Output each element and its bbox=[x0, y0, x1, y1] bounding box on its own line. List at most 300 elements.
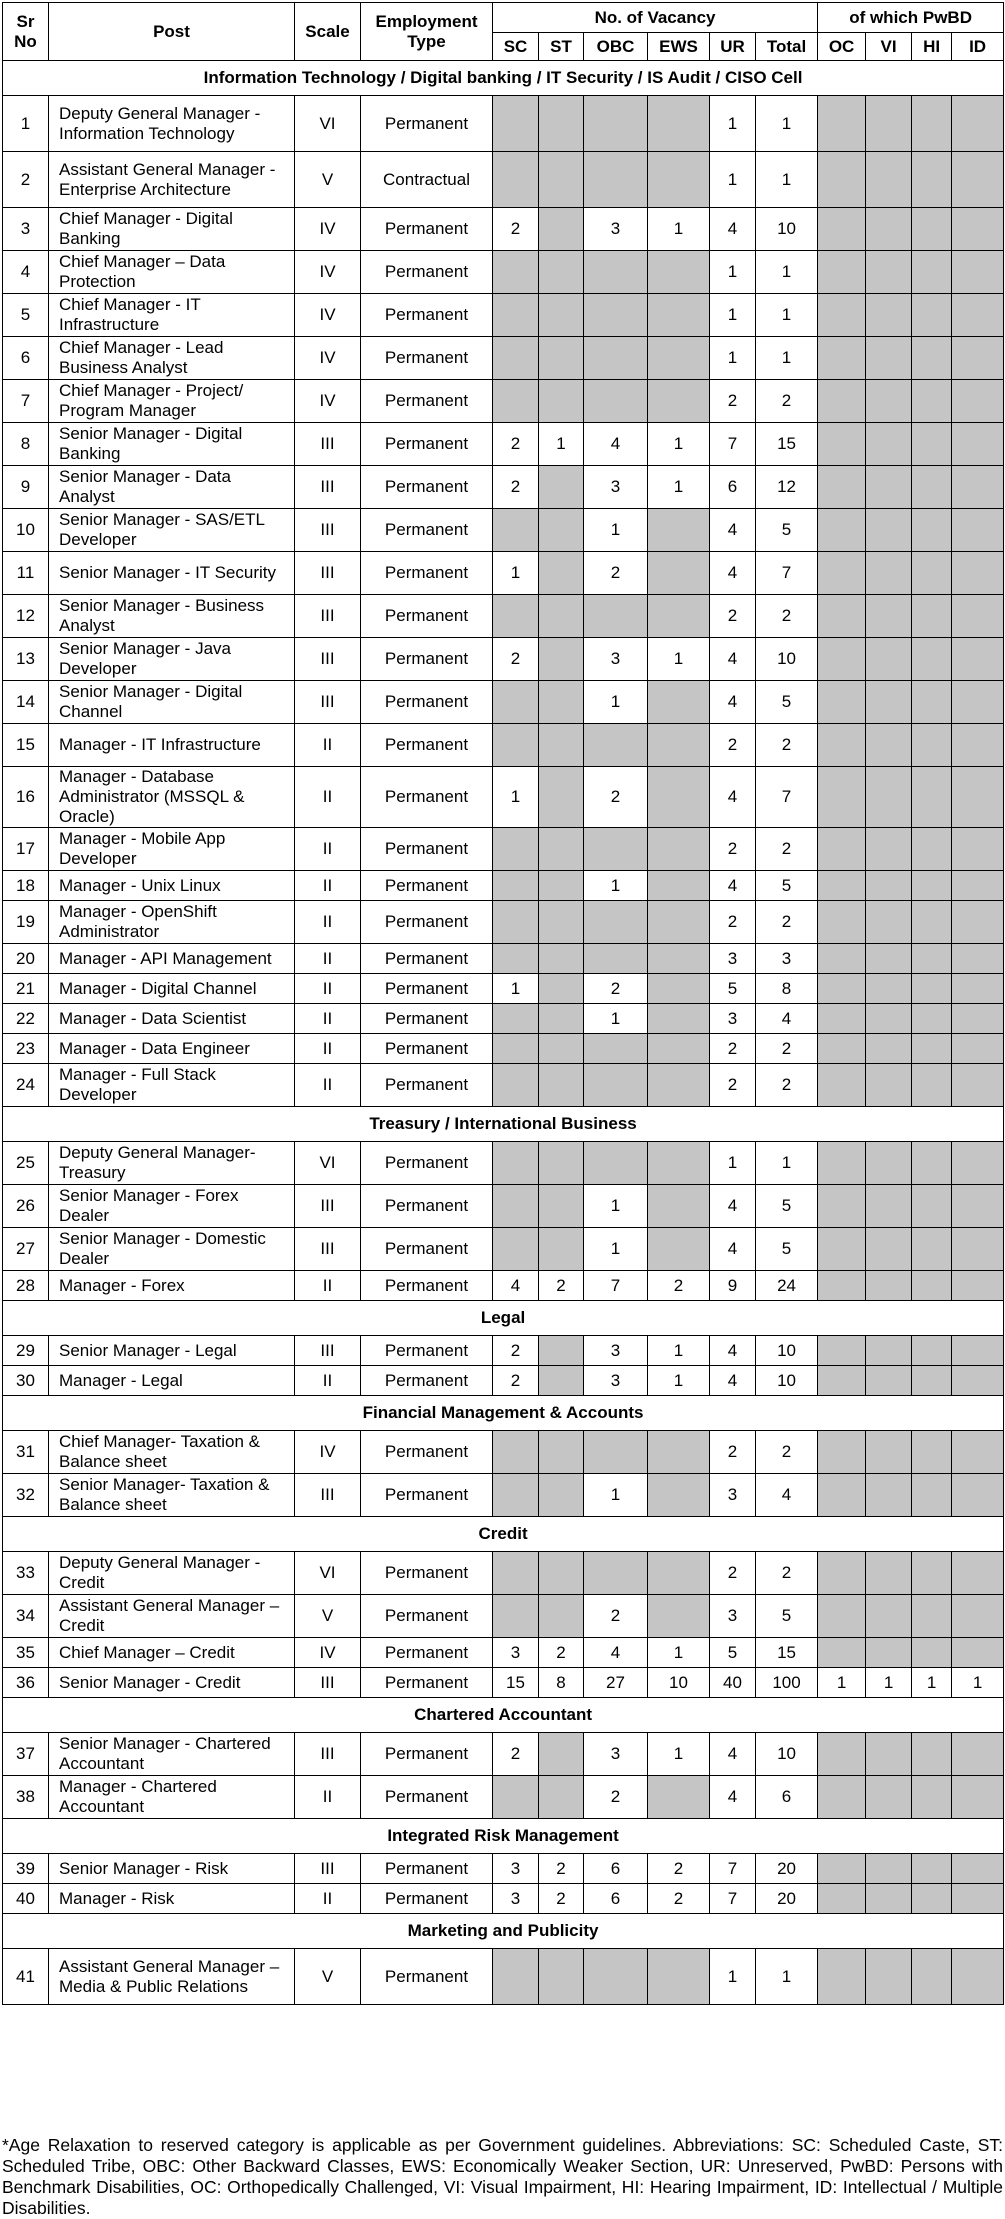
vi-cell bbox=[866, 1142, 912, 1185]
obc-cell: 2 bbox=[584, 767, 648, 828]
ews-cell bbox=[648, 724, 710, 767]
sc-cell: 2 bbox=[493, 638, 539, 681]
total-cell: 1 bbox=[756, 294, 818, 337]
id-cell bbox=[952, 681, 1004, 724]
vi-cell bbox=[866, 1004, 912, 1034]
sr-no-cell: 7 bbox=[3, 380, 49, 423]
ews-cell bbox=[648, 1185, 710, 1228]
scale-cell: IV bbox=[295, 337, 361, 380]
scale-cell: II bbox=[295, 1064, 361, 1107]
total-cell: 10 bbox=[756, 1336, 818, 1366]
ews-cell bbox=[648, 1595, 710, 1638]
id-cell bbox=[952, 337, 1004, 380]
id-cell bbox=[952, 1064, 1004, 1107]
header-employment-type: Employment Type bbox=[361, 3, 493, 61]
hi-cell bbox=[912, 871, 952, 901]
sc-cell: 1 bbox=[493, 552, 539, 595]
vi-cell: 1 bbox=[866, 1668, 912, 1698]
sr-no-cell: 30 bbox=[3, 1366, 49, 1396]
st-cell bbox=[539, 1034, 584, 1064]
ur-cell: 3 bbox=[710, 1595, 756, 1638]
sr-no-cell: 27 bbox=[3, 1228, 49, 1271]
total-cell: 2 bbox=[756, 828, 818, 871]
post-cell: Chief Manager- Taxation & Balance sheet bbox=[49, 1431, 295, 1474]
header-ews: EWS bbox=[648, 33, 710, 61]
ews-cell bbox=[648, 1949, 710, 2005]
section-title: Financial Management & Accounts bbox=[3, 1396, 1004, 1431]
scale-cell: III bbox=[295, 681, 361, 724]
scale-cell: II bbox=[295, 1366, 361, 1396]
st-cell bbox=[539, 681, 584, 724]
table-row bbox=[3, 1004, 1004, 1034]
scale-cell: III bbox=[295, 638, 361, 681]
obc-cell: 1 bbox=[584, 871, 648, 901]
oc-cell bbox=[818, 1949, 866, 2005]
total-cell: 10 bbox=[756, 1733, 818, 1776]
employment-type-cell: Permanent bbox=[361, 1228, 493, 1271]
st-cell bbox=[539, 1004, 584, 1034]
id-cell bbox=[952, 1366, 1004, 1396]
ews-cell: 1 bbox=[648, 423, 710, 466]
section-title: Credit bbox=[3, 1517, 1004, 1552]
ur-cell: 7 bbox=[710, 423, 756, 466]
ews-cell bbox=[648, 251, 710, 294]
employment-type-cell: Permanent bbox=[361, 828, 493, 871]
sc-cell: 2 bbox=[493, 1336, 539, 1366]
sc-cell: 3 bbox=[493, 1638, 539, 1668]
table-row bbox=[3, 871, 1004, 901]
st-cell bbox=[539, 767, 584, 828]
sr-no-cell: 13 bbox=[3, 638, 49, 681]
vi-cell bbox=[866, 1228, 912, 1271]
oc-cell bbox=[818, 1336, 866, 1366]
sc-cell: 3 bbox=[493, 1854, 539, 1884]
st-cell bbox=[539, 1336, 584, 1366]
st-cell bbox=[539, 1366, 584, 1396]
post-cell: Manager - Chartered Accountant bbox=[49, 1776, 295, 1819]
obc-cell: 2 bbox=[584, 1595, 648, 1638]
vi-cell bbox=[866, 1854, 912, 1884]
scale-cell: IV bbox=[295, 294, 361, 337]
ur-cell: 1 bbox=[710, 337, 756, 380]
hi-cell bbox=[912, 337, 952, 380]
sr-no-cell: 26 bbox=[3, 1185, 49, 1228]
vacancy-document bbox=[2, 2, 1003, 2005]
total-cell: 5 bbox=[756, 871, 818, 901]
oc-cell bbox=[818, 1733, 866, 1776]
employment-type-cell: Permanent bbox=[361, 423, 493, 466]
total-cell: 24 bbox=[756, 1271, 818, 1301]
employment-type-cell: Permanent bbox=[361, 901, 493, 944]
total-cell: 100 bbox=[756, 1668, 818, 1698]
st-cell bbox=[539, 944, 584, 974]
id-cell bbox=[952, 552, 1004, 595]
hi-cell bbox=[912, 1271, 952, 1301]
employment-type-cell: Permanent bbox=[361, 337, 493, 380]
st-cell bbox=[539, 974, 584, 1004]
st-cell bbox=[539, 509, 584, 552]
id-cell bbox=[952, 1949, 1004, 2005]
ur-cell: 2 bbox=[710, 1552, 756, 1595]
table-row bbox=[3, 1776, 1004, 1819]
vi-cell bbox=[866, 1638, 912, 1668]
employment-type-cell: Permanent bbox=[361, 595, 493, 638]
st-cell bbox=[539, 251, 584, 294]
id-cell bbox=[952, 208, 1004, 251]
oc-cell: 1 bbox=[818, 1668, 866, 1698]
ews-cell bbox=[648, 595, 710, 638]
table-row bbox=[3, 423, 1004, 466]
employment-type-cell: Permanent bbox=[361, 1595, 493, 1638]
table-row bbox=[3, 466, 1004, 509]
obc-cell: 3 bbox=[584, 638, 648, 681]
id-cell bbox=[952, 944, 1004, 974]
hi-cell bbox=[912, 423, 952, 466]
obc-cell bbox=[584, 724, 648, 767]
id-cell bbox=[952, 251, 1004, 294]
id-cell bbox=[952, 828, 1004, 871]
sr-no-cell: 5 bbox=[3, 294, 49, 337]
post-cell: Senior Manager - Risk bbox=[49, 1854, 295, 1884]
employment-type-cell: Permanent bbox=[361, 509, 493, 552]
scale-cell: V bbox=[295, 1949, 361, 2005]
employment-type-cell: Contractual bbox=[361, 152, 493, 208]
id-cell bbox=[952, 1552, 1004, 1595]
ur-cell: 7 bbox=[710, 1854, 756, 1884]
total-cell: 2 bbox=[756, 1064, 818, 1107]
ur-cell: 4 bbox=[710, 1366, 756, 1396]
total-cell: 6 bbox=[756, 1776, 818, 1819]
vi-cell bbox=[866, 294, 912, 337]
sc-cell bbox=[493, 1185, 539, 1228]
scale-cell: III bbox=[295, 1228, 361, 1271]
st-cell bbox=[539, 1474, 584, 1517]
hi-cell bbox=[912, 509, 952, 552]
ews-cell bbox=[648, 1431, 710, 1474]
post-cell: Manager - Data Scientist bbox=[49, 1004, 295, 1034]
ur-cell: 4 bbox=[710, 1733, 756, 1776]
ews-cell bbox=[648, 1776, 710, 1819]
section-row bbox=[3, 1819, 1004, 1854]
post-cell: Senior Manager - SAS/ETL Developer bbox=[49, 509, 295, 552]
oc-cell bbox=[818, 1228, 866, 1271]
st-cell bbox=[539, 1142, 584, 1185]
vi-cell bbox=[866, 828, 912, 871]
total-cell: 20 bbox=[756, 1884, 818, 1914]
oc-cell bbox=[818, 595, 866, 638]
ews-cell: 1 bbox=[648, 1733, 710, 1776]
oc-cell bbox=[818, 1004, 866, 1034]
vi-cell bbox=[866, 1474, 912, 1517]
st-cell: 8 bbox=[539, 1668, 584, 1698]
post-cell: Senior Manager - Java Developer bbox=[49, 638, 295, 681]
sr-no-cell: 1 bbox=[3, 96, 49, 152]
sc-cell bbox=[493, 1228, 539, 1271]
sc-cell bbox=[493, 828, 539, 871]
oc-cell bbox=[818, 944, 866, 974]
vi-cell bbox=[866, 1949, 912, 2005]
hi-cell bbox=[912, 681, 952, 724]
table-row bbox=[3, 294, 1004, 337]
id-cell bbox=[952, 901, 1004, 944]
employment-type-cell: Permanent bbox=[361, 1854, 493, 1884]
section-row bbox=[3, 1698, 1004, 1733]
header-id: ID bbox=[952, 33, 1004, 61]
hi-cell bbox=[912, 1552, 952, 1595]
oc-cell bbox=[818, 552, 866, 595]
st-cell bbox=[539, 1552, 584, 1595]
scale-cell: III bbox=[295, 466, 361, 509]
scale-cell: II bbox=[295, 724, 361, 767]
vi-cell bbox=[866, 767, 912, 828]
vi-cell bbox=[866, 466, 912, 509]
obc-cell: 3 bbox=[584, 1336, 648, 1366]
vacancy-table bbox=[2, 2, 1004, 2005]
id-cell bbox=[952, 974, 1004, 1004]
ur-cell: 7 bbox=[710, 1884, 756, 1914]
sc-cell bbox=[493, 681, 539, 724]
obc-cell: 1 bbox=[584, 1474, 648, 1517]
hi-cell bbox=[912, 1884, 952, 1914]
total-cell: 15 bbox=[756, 423, 818, 466]
employment-type-cell: Permanent bbox=[361, 638, 493, 681]
hi-cell bbox=[912, 595, 952, 638]
obc-cell bbox=[584, 152, 648, 208]
oc-cell bbox=[818, 1366, 866, 1396]
id-cell bbox=[952, 1271, 1004, 1301]
id-cell bbox=[952, 152, 1004, 208]
scale-cell: II bbox=[295, 1776, 361, 1819]
footnote: *Age Relaxation to reserved category is applicable as per Government guidelines. Abbreviations: SC: Scheduled Caste, ST: Scheduled Tribe, OBC: Other Backward Classes, EWS: Economically Weaker Section, UR: Unreserved, PwBD: Persons with Benchmark Disabilities, OC: Orthopedically Challenged, VI: Visual Impairment, HI: Hearing Impairment, ID: Intellectual / Multiple Disabilities. bbox=[2, 2134, 1003, 2218]
hi-cell bbox=[912, 1004, 952, 1034]
ews-cell bbox=[648, 944, 710, 974]
ur-cell: 4 bbox=[710, 208, 756, 251]
post-cell: Deputy General Manager - Information Technology bbox=[49, 96, 295, 152]
table-row bbox=[3, 944, 1004, 974]
sr-no-cell: 19 bbox=[3, 901, 49, 944]
sr-no-cell: 10 bbox=[3, 509, 49, 552]
st-cell bbox=[539, 901, 584, 944]
hi-cell bbox=[912, 1034, 952, 1064]
st-cell bbox=[539, 638, 584, 681]
ews-cell: 2 bbox=[648, 1884, 710, 1914]
obc-cell: 1 bbox=[584, 1004, 648, 1034]
vi-cell bbox=[866, 1034, 912, 1064]
ur-cell: 2 bbox=[710, 1064, 756, 1107]
sr-no-cell: 8 bbox=[3, 423, 49, 466]
table-row bbox=[3, 1595, 1004, 1638]
employment-type-cell: Permanent bbox=[361, 1733, 493, 1776]
scale-cell: II bbox=[295, 1034, 361, 1064]
employment-type-cell: Permanent bbox=[361, 974, 493, 1004]
post-cell: Manager - Legal bbox=[49, 1366, 295, 1396]
total-cell: 1 bbox=[756, 152, 818, 208]
table-row bbox=[3, 1474, 1004, 1517]
post-cell: Senior Manager - Data Analyst bbox=[49, 466, 295, 509]
employment-type-cell: Permanent bbox=[361, 681, 493, 724]
ur-cell: 4 bbox=[710, 1776, 756, 1819]
scale-cell: II bbox=[295, 944, 361, 974]
header-hi: HI bbox=[912, 33, 952, 61]
header-scale: Scale bbox=[295, 3, 361, 61]
table-row bbox=[3, 1854, 1004, 1884]
oc-cell bbox=[818, 380, 866, 423]
obc-cell: 3 bbox=[584, 1366, 648, 1396]
employment-type-cell: Permanent bbox=[361, 552, 493, 595]
st-cell: 2 bbox=[539, 1271, 584, 1301]
hi-cell bbox=[912, 828, 952, 871]
scale-cell: IV bbox=[295, 251, 361, 294]
oc-cell bbox=[818, 1552, 866, 1595]
post-cell: Manager - Full Stack Developer bbox=[49, 1064, 295, 1107]
total-cell: 2 bbox=[756, 380, 818, 423]
post-cell: Senior Manager - Digital Channel bbox=[49, 681, 295, 724]
obc-cell: 1 bbox=[584, 681, 648, 724]
post-cell: Chief Manager – Data Protection bbox=[49, 251, 295, 294]
sr-no-cell: 39 bbox=[3, 1854, 49, 1884]
hi-cell bbox=[912, 1733, 952, 1776]
total-cell: 2 bbox=[756, 1034, 818, 1064]
header-total: Total bbox=[756, 33, 818, 61]
table-row bbox=[3, 724, 1004, 767]
oc-cell bbox=[818, 1638, 866, 1668]
post-cell: Manager - Data Engineer bbox=[49, 1034, 295, 1064]
ews-cell: 10 bbox=[648, 1668, 710, 1698]
scale-cell: III bbox=[295, 1185, 361, 1228]
oc-cell bbox=[818, 974, 866, 1004]
hi-cell bbox=[912, 552, 952, 595]
vi-cell bbox=[866, 509, 912, 552]
vi-cell bbox=[866, 251, 912, 294]
sc-cell bbox=[493, 251, 539, 294]
sr-no-cell: 41 bbox=[3, 1949, 49, 2005]
ews-cell bbox=[648, 1034, 710, 1064]
total-cell: 7 bbox=[756, 552, 818, 595]
ur-cell: 1 bbox=[710, 1949, 756, 2005]
employment-type-cell: Permanent bbox=[361, 251, 493, 294]
hi-cell bbox=[912, 1595, 952, 1638]
ur-cell: 4 bbox=[710, 509, 756, 552]
scale-cell: II bbox=[295, 767, 361, 828]
table-row bbox=[3, 152, 1004, 208]
ews-cell bbox=[648, 901, 710, 944]
oc-cell bbox=[818, 423, 866, 466]
sr-no-cell: 37 bbox=[3, 1733, 49, 1776]
ur-cell: 4 bbox=[710, 871, 756, 901]
ews-cell bbox=[648, 871, 710, 901]
scale-cell: II bbox=[295, 901, 361, 944]
st-cell bbox=[539, 466, 584, 509]
total-cell: 3 bbox=[756, 944, 818, 974]
sc-cell bbox=[493, 337, 539, 380]
sc-cell bbox=[493, 1776, 539, 1819]
ews-cell bbox=[648, 1228, 710, 1271]
sc-cell bbox=[493, 944, 539, 974]
obc-cell bbox=[584, 251, 648, 294]
ur-cell: 4 bbox=[710, 552, 756, 595]
sr-no-cell: 14 bbox=[3, 681, 49, 724]
table-row bbox=[3, 1949, 1004, 2005]
st-cell bbox=[539, 152, 584, 208]
post-cell: Manager - Digital Channel bbox=[49, 974, 295, 1004]
post-cell: Manager - OpenShift Administrator bbox=[49, 901, 295, 944]
id-cell bbox=[952, 380, 1004, 423]
id-cell bbox=[952, 1228, 1004, 1271]
employment-type-cell: Permanent bbox=[361, 1271, 493, 1301]
post-cell: Manager - Unix Linux bbox=[49, 871, 295, 901]
obc-cell: 1 bbox=[584, 1185, 648, 1228]
oc-cell bbox=[818, 1271, 866, 1301]
total-cell: 12 bbox=[756, 466, 818, 509]
obc-cell bbox=[584, 1431, 648, 1474]
table-row bbox=[3, 1668, 1004, 1698]
table-row bbox=[3, 681, 1004, 724]
hi-cell bbox=[912, 638, 952, 681]
id-cell bbox=[952, 509, 1004, 552]
oc-cell bbox=[818, 152, 866, 208]
ur-cell: 4 bbox=[710, 767, 756, 828]
total-cell: 2 bbox=[756, 1552, 818, 1595]
vi-cell bbox=[866, 1336, 912, 1366]
oc-cell bbox=[818, 509, 866, 552]
scale-cell: III bbox=[295, 1668, 361, 1698]
sr-no-cell: 34 bbox=[3, 1595, 49, 1638]
sc-cell: 15 bbox=[493, 1668, 539, 1698]
post-cell: Deputy General Manager - Credit bbox=[49, 1552, 295, 1595]
section-row bbox=[3, 1301, 1004, 1336]
ur-cell: 1 bbox=[710, 251, 756, 294]
post-cell: Assistant General Manager - Enterprise Architecture bbox=[49, 152, 295, 208]
ews-cell: 1 bbox=[648, 1366, 710, 1396]
header-vacancy: No. of Vacancy bbox=[493, 3, 818, 33]
sc-cell bbox=[493, 96, 539, 152]
vi-cell bbox=[866, 1431, 912, 1474]
scale-cell: VI bbox=[295, 1552, 361, 1595]
id-cell bbox=[952, 724, 1004, 767]
id-cell bbox=[952, 423, 1004, 466]
hi-cell bbox=[912, 208, 952, 251]
sr-no-cell: 16 bbox=[3, 767, 49, 828]
section-row bbox=[3, 61, 1004, 96]
scale-cell: III bbox=[295, 509, 361, 552]
sc-cell bbox=[493, 509, 539, 552]
ews-cell bbox=[648, 294, 710, 337]
oc-cell bbox=[818, 1142, 866, 1185]
sc-cell bbox=[493, 1552, 539, 1595]
id-cell bbox=[952, 1336, 1004, 1366]
table-row bbox=[3, 1185, 1004, 1228]
header-sr-no: Sr No bbox=[3, 3, 49, 61]
ur-cell: 9 bbox=[710, 1271, 756, 1301]
sr-no-cell: 12 bbox=[3, 595, 49, 638]
st-cell: 2 bbox=[539, 1884, 584, 1914]
obc-cell: 6 bbox=[584, 1884, 648, 1914]
st-cell bbox=[539, 1595, 584, 1638]
scale-cell: III bbox=[295, 552, 361, 595]
ews-cell bbox=[648, 767, 710, 828]
scale-cell: IV bbox=[295, 208, 361, 251]
hi-cell bbox=[912, 1949, 952, 2005]
oc-cell bbox=[818, 1064, 866, 1107]
total-cell: 1 bbox=[756, 337, 818, 380]
table-row bbox=[3, 1884, 1004, 1914]
table-row bbox=[3, 1271, 1004, 1301]
hi-cell bbox=[912, 96, 952, 152]
post-cell: Senior Manager - Domestic Dealer bbox=[49, 1228, 295, 1271]
post-cell: Manager - Risk bbox=[49, 1884, 295, 1914]
post-cell: Manager - IT Infrastructure bbox=[49, 724, 295, 767]
sc-cell: 2 bbox=[493, 1733, 539, 1776]
